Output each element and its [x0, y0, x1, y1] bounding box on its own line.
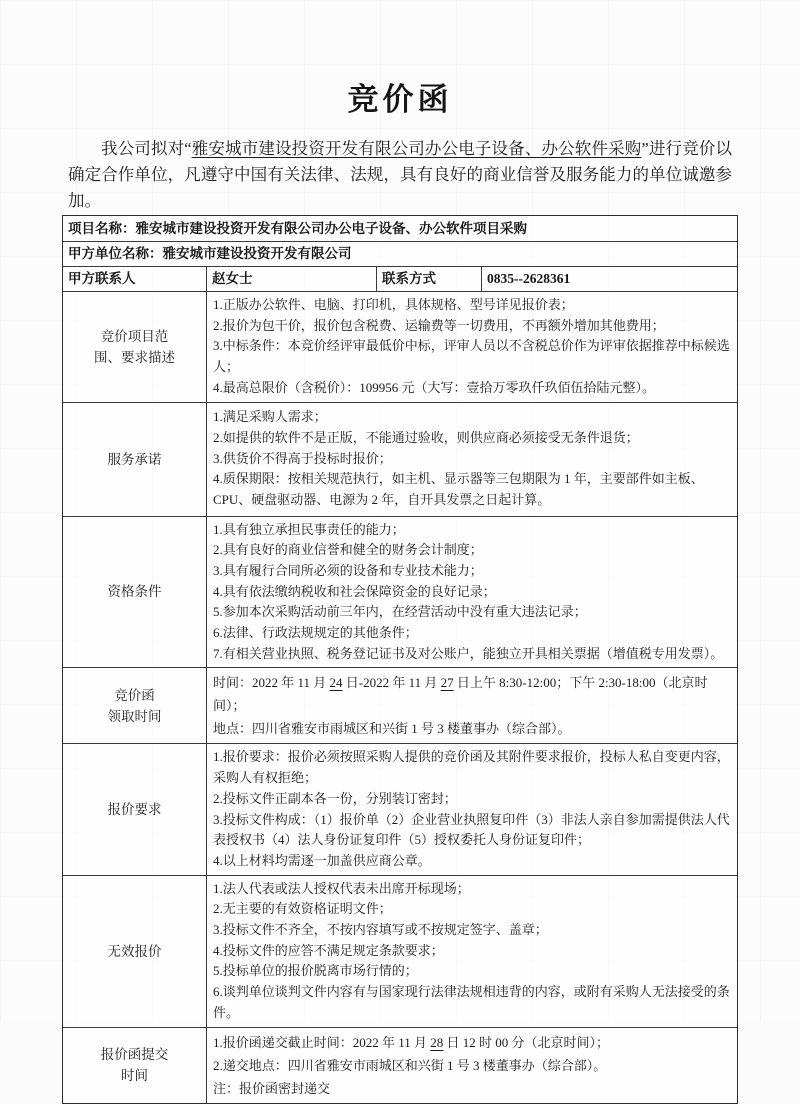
scope-content-cell: 1.正版办公软件、电脑、打印机，具体规格、型号详见报价表； 2.报价为包干价，报价包含税费、运输费等一切费用，不再额外增加其他费用； 3.中标条件：本竞价经评审最低价中标，评审人员以不含税总价作为评审依据推荐中标候选人； 4.最高总限价（含税价）：109956 元（大写：壹拾万零玖仟玖佰伍拾陆元整）。	[206, 292, 737, 402]
contact-method-label-cell: 联系方式	[376, 267, 481, 291]
contact-label-cell: 甲方联系人	[68, 271, 136, 286]
submission-time-label-cell: 报价函提交 时间	[100, 1047, 169, 1084]
table-row-quotation-requirements	[63, 743, 737, 874]
invalid-quotation-content-cell: 1.法人代表或法人授权代表未出席开标现场； 2.无主要的有效资格证明文件； 3.投标文件不齐全，不按内容填写或不按规定签字、盖章； 4.投标文件的应答不满足规定条款要求； 5.投标单位的报价脱离市场行情的； 6.谈判单位谈判文件内容有与国家现行法律法规相违背的内容，或附有采购人无法接受的条件。	[206, 876, 737, 1027]
party-name-cell: 甲方单位名称：雅安城市建设投资开发有限公司	[68, 246, 352, 261]
contact-name-cell: 赵女士	[206, 267, 376, 291]
invalid-quotation-label-cell: 无效报价	[107, 943, 162, 959]
quotation-requirements-content-cell: 1.报价要求：报价必须按照采购人提供的竞价函及其附件要求报价，投标人私自变更内容，采购人有权拒绝； 2.投标文件正副本各一份，分别装订密封； 3.投标文件构成：（1）报价单（2）企业营业执照复印件（3）非法人亲自参加需提供法人代表授权书（4）法人身份证复印件（5）授权委托人身份证复印件； 4.以上材料均需逐一加盖供应商公章。	[206, 744, 737, 874]
table-row-scope	[63, 291, 737, 402]
scope-label-cell: 竞价项目范 围、要求描述	[94, 328, 175, 365]
table-row-project-name	[63, 216, 737, 241]
table-row-collection-time	[63, 667, 737, 743]
table-row-qualification	[63, 516, 737, 668]
bidding-info-table	[62, 215, 738, 1104]
table-row-party-name	[63, 241, 737, 266]
table-row-submission-time	[63, 1027, 737, 1103]
collection-time-label-cell: 竞价函 领取时间	[107, 687, 162, 724]
quotation-requirements-label-cell: 报价要求	[107, 802, 162, 818]
intro-paragraph: 我公司拟对“雅安城市建设投资开发有限公司办公电子设备、办公软件采购”进行竞价以确定合作单位，凡遵守中国有关法律、法规，具有良好的商业信誉及服务能力的单位诚邀参加。	[68, 139, 732, 210]
table-row-service-promise	[63, 402, 737, 516]
submission-time-content-cell: 1.报价函递交截止时间：2022 年 11 月 28 日 12 时 00 分（北京时间）； 2.递交地点：四川省雅安市雨城区和兴街 1 号 3 楼董事办（综合部）。 注：报价函密封递交	[206, 1028, 737, 1103]
service-promise-label-cell: 服务承诺	[107, 451, 162, 467]
table-row-invalid-quotation	[63, 875, 737, 1027]
qualification-content-cell: 1.具有独立承担民事责任的能力； 2.具有良好的商业信誉和健全的财务会计制度； 3.具有履行合同所必须的设备和专业技术能力； 4.具有依法缴纳税收和社会保障资金的良好记录； 5.参加本次采购活动前三年内，在经营活动中没有重大违法记录； 6.法律、行政法规规定的其他条件； 7.有相关营业执照、税务登记证书及对公账户，能独立开具相关票据（增值税专用发票）。	[206, 517, 737, 668]
collection-time-content-cell: 时间：2022 年 11 月 24 日-2022 年 11 月 27 日上午 8:30-12:00；下午 2:30-18:00（北京时间）； 地点：四川省雅安市雨城区和兴街 1 号 3 楼董事办（综合部）。	[206, 668, 737, 743]
table-row-contact	[63, 266, 737, 291]
service-promise-content-cell: 1.满足采购人需求； 2.如提供的软件不是正版，不能通过验收，则供应商必须接受无条件退货； 3.供货价不得高于投标时报价； 4.质保期限：按相关规范执行，如主机、显示器等三包期限为 1 年，主要部件如主板、CPU、硬盘驱动器、电源为 2 年，自开具发票之日起计算。	[206, 403, 737, 516]
contact-phone-cell: 0835--2628361	[481, 267, 737, 291]
project-name-cell: 项目名称：雅安城市建设投资开发有限公司办公电子设备、办公软件项目采购	[68, 220, 527, 236]
qualification-label-cell: 资格条件	[107, 584, 162, 600]
document-title: 竞价函	[347, 82, 453, 117]
